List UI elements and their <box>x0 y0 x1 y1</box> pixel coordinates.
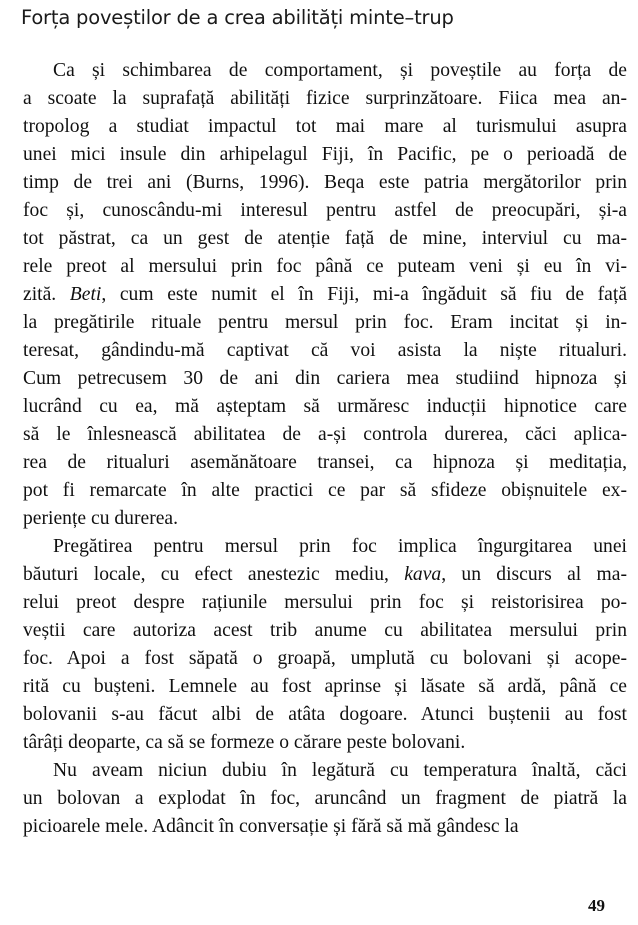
text-line: bolovanii s-au făcut albi de atâta dogoare. Atunci buștenii au fost <box>23 704 627 725</box>
text-line: a scoate la suprafață abilități fizice surprinzătoare. Fiica mea an- <box>23 88 627 109</box>
text-line: foc și, cunoscându-mi interesul pentru astfel de preocupări, și-a <box>23 200 627 221</box>
text-line: zită. Beti, cum este numit el în Fiji, mi-a îngăduit să fiu de față <box>23 284 628 305</box>
text-line: unei mici insule din arhipelagul Fiji, în Pacific, pe o perioadă de <box>23 144 627 165</box>
text-line: teresat, gândindu-mă captivat că voi asista la niște ritualuri. <box>23 340 627 361</box>
text-line: veștii care autoriza acest trib anume cu abilitatea mersului prin <box>23 620 627 641</box>
text-line: să le înlesnească abilitatea de a-și controla durerea, căci aplica- <box>23 424 627 445</box>
text-line: picioarele mele. Adâncit în conversație și fără să mă gândesc la <box>23 816 519 837</box>
text-line: la pregătirile rituale pentru mersul prin foc. Eram incitat și in- <box>23 312 627 333</box>
body-text <box>23 57 627 841</box>
text-line: foc. Apoi a fost săpată o groapă, umplută cu bolovani și acope- <box>23 648 627 669</box>
text-line: pot fi remarcate în alte practici ce par să sfideze obișnuitele ex- <box>23 480 627 501</box>
text-line: rită cu bușteni. Lemnele au fost aprinse și lăsate să ardă, până ce <box>23 676 627 697</box>
text-line: periențe cu durerea. <box>23 508 179 529</box>
text-line: un bolovan a explodat în foc, aruncând un fragment de piatră la <box>23 788 627 809</box>
page-number: 49 <box>588 896 605 915</box>
text-line: rea de ritualuri asemănătoare transei, ca hipnoza și meditația, <box>23 452 627 473</box>
text-line: rele preot al mersului prin foc până ce puteam veni și eu în vi- <box>23 256 627 277</box>
text-line: timp de trei ani (Burns, 1996). Beqa este patria mergătorilor prin <box>23 172 627 193</box>
text-line: relui preot despre rațiunile mersului prin foc și reistorisirea po- <box>23 592 627 613</box>
section-heading: Forța poveștilor de a crea abilități minte–trup <box>21 6 454 29</box>
text-line: Pregătirea pentru mersul prin foc implica îngurgitarea unei <box>53 536 627 557</box>
text-line: Cum petrecusem 30 de ani din cariera mea studiind hipnoza și <box>23 368 627 389</box>
text-line: târâți deoparte, ca să se formeze o cărare peste bolovani. <box>23 732 466 753</box>
text-line: lucrând cu ea, mă așteptam să urmăresc inducții hipnotice care <box>23 396 627 417</box>
text-line: Ca și schimbarea de comportament, și poveștile au forța de <box>53 60 627 81</box>
text-line: Nu aveam niciun dubiu în legătură cu temperatura înaltă, căci <box>53 760 627 781</box>
text-line: băuturi locale, cu efect anestezic mediu, kava, un discurs al ma- <box>23 564 628 585</box>
text-line: tropolog a studiat impactul tot mai mare al turismului asupra <box>23 116 627 137</box>
text-line: tot păstrat, ca un gest de atenție față de mine, interviul cu ma- <box>23 228 627 249</box>
